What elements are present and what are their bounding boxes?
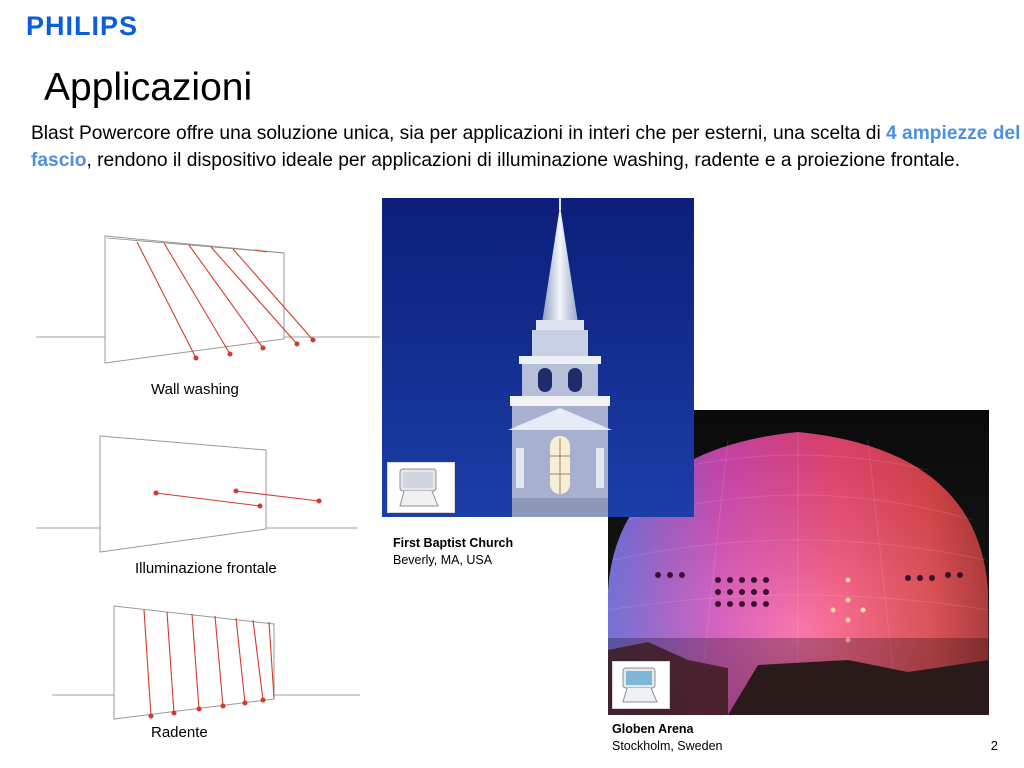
philips-logo: PHILIPS	[26, 11, 139, 41]
intro-text-before: Blast Powercore offre una soluzione unica, sia per applicazioni in interi che per esterni, una scelta di	[31, 123, 887, 144]
fixture-product-icon	[388, 463, 454, 512]
caption-church-title: First Baptist Church	[393, 536, 514, 550]
fixture-thumbnail-globen	[612, 661, 670, 709]
caption-globen-title: Globen Arena	[612, 722, 694, 736]
intro-highlight: 4 ampiezze del fascio	[31, 123, 1021, 171]
caption-globen-location: Stockholm, Sweden	[612, 739, 723, 753]
intro-text-after: , rendono il dispositivo ideale per applicazioni di illuminazione washing, radente e a proiezione frontale.	[86, 150, 961, 171]
intro-paragraph	[31, 120, 1021, 174]
fixture-product-icon	[613, 662, 669, 708]
slide-title: Applicazioni	[44, 66, 253, 109]
fixture-thumbnail-church	[387, 462, 455, 513]
caption-church	[393, 535, 513, 569]
wall-washing-diagram	[30, 228, 385, 368]
caption-church-location: Beverly, MA, USA	[393, 553, 493, 567]
diagram-label-frontal: Illuminazione frontale	[135, 560, 277, 577]
diagram-label-radente: Radente	[151, 724, 208, 741]
page-number: 2	[990, 738, 998, 753]
grazing-diagram	[48, 602, 368, 722]
frontal-lighting-diagram	[30, 432, 365, 557]
caption-globen	[612, 721, 722, 755]
diagram-label-wall-washing: Wall washing	[151, 381, 239, 398]
